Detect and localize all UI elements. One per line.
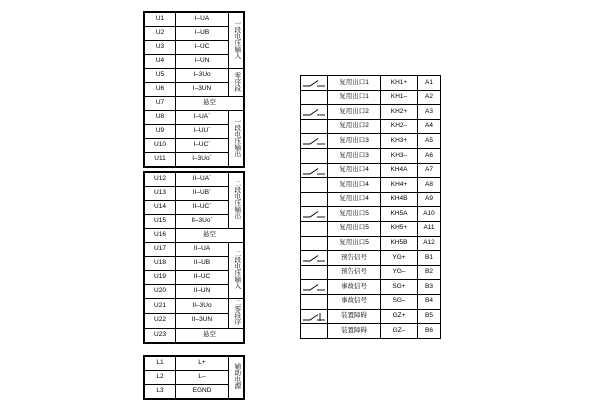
relay-function-label: 复用出口1 — [328, 76, 381, 91]
table-row — [301, 119, 441, 134]
relay-terminal-code: KH2– — [381, 119, 418, 134]
group-label-text: 二段电压输入 — [233, 249, 241, 289]
terminal-signal-name: 悬空 — [176, 229, 244, 243]
table-row — [301, 105, 441, 120]
normally-open-contact-icon — [301, 280, 328, 295]
terminal-number: U8 — [145, 111, 176, 125]
terminal-number: L3 — [145, 385, 176, 399]
table-row — [301, 221, 441, 236]
group-label-text: 二段电压输出 — [233, 179, 241, 219]
blank-symbol-cell — [301, 324, 328, 339]
relay-terminal-code: KH4+ — [381, 178, 418, 193]
terminal-signal-name: L– — [176, 371, 229, 385]
left-terminal-block-3 — [143, 355, 245, 400]
table-row — [301, 148, 441, 163]
terminal-signal-name: II–UC — [176, 271, 229, 285]
terminal-number: U19 — [145, 271, 176, 285]
terminal-group-label — [229, 13, 244, 69]
table-row — [301, 163, 441, 178]
relay-pin-number: B4 — [418, 294, 441, 309]
normally-open-contact-icon — [301, 163, 328, 178]
table-row — [145, 173, 244, 187]
terminal-number: U18 — [145, 257, 176, 271]
table-row — [145, 13, 244, 27]
normally-open-contact-icon — [301, 134, 328, 149]
relay-pin-number: B6 — [418, 324, 441, 339]
relay-function-label: 复用出口5 — [328, 207, 381, 222]
table-row — [301, 324, 441, 339]
blank-symbol-cell — [301, 192, 328, 207]
relay-function-label: 事故信号 — [328, 294, 381, 309]
relay-function-label: 复用出口2 — [328, 105, 381, 120]
terminal-signal-name: II–3Uo — [176, 299, 229, 314]
group-label-text: 二零段序 — [233, 299, 241, 325]
terminal-number: U13 — [145, 187, 176, 201]
group-label-text: 一段电压输入 — [233, 19, 241, 59]
terminal-signal-name: I–UA — [176, 13, 229, 27]
terminal-signal-name: II–UA — [176, 243, 229, 257]
table-row — [145, 299, 244, 314]
table-row — [145, 328, 244, 342]
group-label-text: 一段电压输出 — [233, 117, 241, 157]
relay-terminal-code: SG+ — [381, 280, 418, 295]
blank-symbol-cell — [301, 221, 328, 236]
left-terminal-block-2 — [143, 171, 245, 344]
relay-function-label: 装置障碍 — [328, 309, 381, 324]
table-row — [301, 192, 441, 207]
terminal-signal-name: II–UB´ — [176, 187, 229, 201]
terminal-number: U1 — [145, 13, 176, 27]
relay-terminal-code: KH4A — [381, 163, 418, 178]
table-row — [145, 111, 244, 125]
terminal-signal-name: II–UN — [176, 285, 229, 299]
blank-symbol-cell — [301, 90, 328, 105]
group-label-text: 零序段 — [233, 71, 241, 91]
relay-terminal-code: KH3+ — [381, 134, 418, 149]
normally-open-contact-icon — [301, 207, 328, 222]
group-label-text: 辅助电源 — [233, 363, 241, 390]
terminal-signal-name: I–UC´ — [176, 139, 229, 153]
relay-function-label: 复用出口1 — [328, 90, 381, 105]
terminal-signal-name: I–UN — [176, 55, 229, 69]
terminal-signal-name: I–UC — [176, 41, 229, 55]
relay-terminal-code: GZ– — [381, 324, 418, 339]
table-row — [301, 178, 441, 193]
terminal-number: U7 — [145, 97, 176, 111]
terminal-number: U22 — [145, 313, 176, 328]
terminal-signal-name: II–UC´ — [176, 201, 229, 215]
terminal-signal-name: EGND — [176, 385, 229, 399]
terminal-number: U5 — [145, 69, 176, 83]
relay-terminal-code: SG– — [381, 294, 418, 309]
relay-function-label: 复用出口5 — [328, 221, 381, 236]
blank-symbol-cell — [301, 178, 328, 193]
terminal-table-1 — [144, 12, 244, 167]
relay-terminal-code: YG+ — [381, 251, 418, 266]
relay-pin-number: A1 — [418, 76, 441, 91]
terminal-number: U16 — [145, 229, 176, 243]
relay-pin-number: A5 — [418, 134, 441, 149]
terminal-signal-name: 悬空 — [176, 328, 244, 342]
terminal-group-label — [229, 69, 244, 97]
relay-function-label: 复用出口3 — [328, 148, 381, 163]
table-row — [145, 97, 244, 111]
relay-function-label: 复用出口5 — [328, 236, 381, 251]
relay-terminal-code: KH5+ — [381, 221, 418, 236]
relay-function-label: 复用出口2 — [328, 119, 381, 134]
terminal-number: U11 — [145, 153, 176, 167]
terminal-number: U15 — [145, 215, 176, 229]
terminal-number: U10 — [145, 139, 176, 153]
table-row — [145, 69, 244, 83]
blank-symbol-cell — [301, 294, 328, 309]
relay-function-label: 复用出口4 — [328, 163, 381, 178]
terminal-group-label — [229, 173, 244, 229]
terminal-table-3 — [144, 356, 244, 399]
relay-function-label: 复用出口4 — [328, 192, 381, 207]
relay-pin-number: A11 — [418, 221, 441, 236]
relay-function-label: 预告信号 — [328, 251, 381, 266]
terminal-signal-name: I–3Uo´ — [176, 153, 229, 167]
relay-pin-number: B2 — [418, 265, 441, 280]
table-row — [301, 280, 441, 295]
blank-symbol-cell — [301, 119, 328, 134]
normally-open-contact-icon — [301, 76, 328, 91]
terminal-group-label — [229, 357, 244, 399]
table-row — [301, 207, 441, 222]
terminal-number: L1 — [145, 357, 176, 371]
table-row — [301, 294, 441, 309]
relay-function-label: 事故信号 — [328, 280, 381, 295]
terminal-group-label — [229, 243, 244, 299]
relay-pin-number: A4 — [418, 119, 441, 134]
table-row — [145, 243, 244, 257]
normally-open-contact-icon — [301, 105, 328, 120]
relay-pin-number: A10 — [418, 207, 441, 222]
relay-pin-number: A3 — [418, 105, 441, 120]
relay-terminal-code: GZ+ — [381, 309, 418, 324]
relay-terminal-code: KH2+ — [381, 105, 418, 120]
table-row — [301, 309, 441, 324]
relay-terminal-code: KH3– — [381, 148, 418, 163]
table-row — [301, 251, 441, 266]
terminal-signal-name: II–3Uo´ — [176, 215, 229, 229]
terminal-signal-name: I–3UN — [176, 83, 229, 97]
terminal-signal-name: I–UA´ — [176, 111, 229, 125]
terminal-number: U23 — [145, 328, 176, 342]
terminal-number: U17 — [145, 243, 176, 257]
right-relay-output-block — [300, 75, 441, 339]
relay-pin-number: A12 — [418, 236, 441, 251]
terminal-number: U20 — [145, 285, 176, 299]
relay-pin-number: A7 — [418, 163, 441, 178]
relay-terminal-code: KH1+ — [381, 76, 418, 91]
terminal-number: U2 — [145, 27, 176, 41]
relay-function-label: 预告信号 — [328, 265, 381, 280]
relay-terminal-code: KH4B — [381, 192, 418, 207]
terminal-group-label — [229, 299, 244, 329]
relay-pin-number: B3 — [418, 280, 441, 295]
relay-pin-number: B1 — [418, 251, 441, 266]
blank-symbol-cell — [301, 236, 328, 251]
relay-pin-number: A9 — [418, 192, 441, 207]
relay-output-table — [300, 75, 441, 339]
terminal-number: U12 — [145, 173, 176, 187]
terminal-signal-name: I–UB — [176, 27, 229, 41]
table-row — [145, 357, 244, 371]
table-row — [301, 236, 441, 251]
terminal-signal-name: I–UU´ — [176, 125, 229, 139]
relay-function-label: 复用出口4 — [328, 178, 381, 193]
terminal-signal-name: 悬空 — [176, 97, 244, 111]
terminal-number: U9 — [145, 125, 176, 139]
left-terminal-block-1 — [143, 11, 245, 168]
table-row — [301, 134, 441, 149]
relay-pin-number: A6 — [418, 148, 441, 163]
terminal-signal-name: II–UA´ — [176, 173, 229, 187]
relay-function-label: 复用出口3 — [328, 134, 381, 149]
relay-terminal-code: KH5A — [381, 207, 418, 222]
normally-open-contact-icon — [301, 251, 328, 266]
terminal-signal-name: I–3Uo — [176, 69, 229, 83]
terminal-signal-name: II–3UN — [176, 313, 229, 328]
terminal-number: U4 — [145, 55, 176, 69]
relay-function-label: 装置障碍 — [328, 324, 381, 339]
terminal-number: U14 — [145, 201, 176, 215]
terminal-number: U3 — [145, 41, 176, 55]
terminal-number: U6 — [145, 83, 176, 97]
normally-closed-contact-icon — [301, 309, 328, 324]
terminal-table-2 — [144, 172, 244, 343]
terminal-signal-name: II–UB — [176, 257, 229, 271]
terminal-number: L2 — [145, 371, 176, 385]
terminal-signal-name: L+ — [176, 357, 229, 371]
table-row — [301, 265, 441, 280]
blank-symbol-cell — [301, 148, 328, 163]
relay-terminal-code: YG– — [381, 265, 418, 280]
relay-terminal-code: KH1– — [381, 90, 418, 105]
blank-symbol-cell — [301, 265, 328, 280]
relay-pin-number: A2 — [418, 90, 441, 105]
relay-pin-number: B5 — [418, 309, 441, 324]
terminal-number: U21 — [145, 299, 176, 314]
table-row — [145, 229, 244, 243]
relay-terminal-code: KH5B — [381, 236, 418, 251]
table-row — [301, 90, 441, 105]
relay-pin-number: A8 — [418, 178, 441, 193]
table-row — [301, 76, 441, 91]
terminal-group-label — [229, 111, 244, 167]
